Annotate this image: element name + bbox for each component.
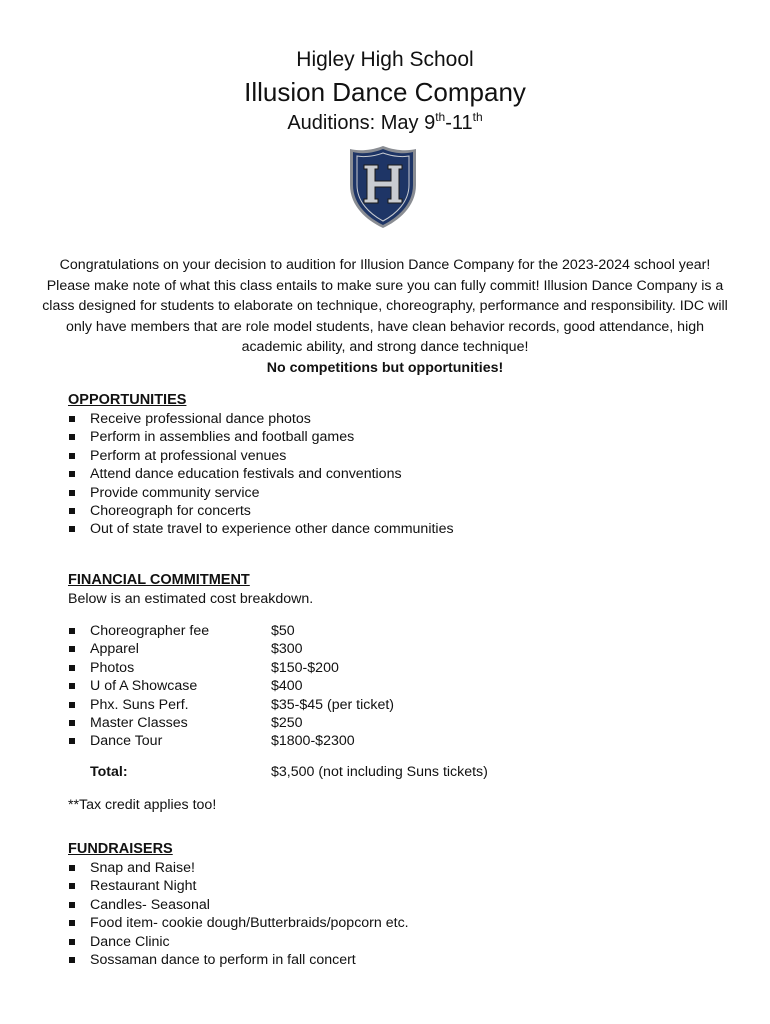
cost-list: [68, 622, 728, 751]
cost-item-name: Photos: [90, 659, 135, 676]
financial-heading: FINANCIAL COMMITMENT: [68, 572, 250, 588]
list-item: Snap and Raise!: [68, 859, 728, 877]
cost-item-value: $1800-$2300: [271, 733, 355, 750]
total-label: Total:: [90, 763, 128, 780]
intro-text: Congratulations on your decision to audition for Illusion Dance Company for the 2023-2024 school year! Please make note of what this class entails to make sure you can fully commit! Illusion Dance Company is a class designed for students to elaborate on technique, choreography, performance and responsibility. IDC will only have members that are role model students, have clean behavior records, good attendance, high academic ability, and strong dance technique!: [42, 257, 728, 355]
opportunities-section: [68, 391, 728, 539]
total-value: $3,500 (not including Suns tickets): [271, 763, 488, 780]
auditions-prefix: Auditions: May 9: [287, 112, 436, 134]
cost-item-name: Phx. Suns Perf.: [90, 696, 189, 713]
auditions-dates: [0, 112, 770, 135]
cost-item-name: Dance Tour: [90, 733, 163, 750]
list-item: Receive professional dance photos: [68, 410, 728, 428]
cost-row: [68, 677, 728, 695]
cost-item-name: U of A Showcase: [90, 678, 198, 695]
list-item: Dance Clinic: [68, 933, 728, 951]
list-item: Candles- Seasonal: [68, 896, 728, 914]
cost-row: [68, 696, 728, 714]
intro-bold-tagline: No competitions but opportunities!: [266, 359, 504, 376]
cost-item-name: Choreographer fee: [90, 623, 210, 639]
cost-row: [68, 640, 728, 658]
school-crest-logo: [348, 145, 418, 229]
list-item: Food item- cookie dough/Butterbraids/popcorn etc.: [68, 914, 728, 932]
cost-row: [68, 659, 728, 677]
cost-item-value: $35-$45 (per ticket): [271, 696, 395, 713]
total-row: [68, 763, 728, 782]
opportunities-heading: OPPORTUNITIES: [68, 392, 187, 408]
opportunities-list: [68, 410, 728, 539]
list-item: Attend dance education festivals and conventions: [68, 465, 728, 483]
financial-subtitle: Below is an estimated cost breakdown.: [68, 591, 314, 607]
cost-item-value: $250: [271, 715, 303, 732]
cost-item-value: $150-$200: [271, 659, 339, 676]
intro-paragraph: [40, 255, 730, 378]
list-item: Provide community service: [68, 484, 728, 502]
auditions-sup-1: th: [435, 110, 446, 124]
list-item: Choreograph for concerts: [68, 502, 728, 520]
cost-item-name: Master Classes: [90, 715, 188, 732]
tax-credit-note: **Tax credit applies too!: [68, 796, 217, 813]
list-item: Sossaman dance to perform in fall concert: [68, 951, 728, 969]
cost-row: [68, 714, 728, 732]
auditions-mid: -11: [445, 112, 473, 134]
fundraisers-heading: FUNDRAISERS: [68, 841, 173, 857]
list-item: Perform at professional venues: [68, 447, 728, 465]
cost-row: [68, 622, 728, 640]
fundraisers-list: [68, 859, 728, 969]
list-item: Perform in assemblies and football games: [68, 428, 728, 446]
list-item: Restaurant Night: [68, 877, 728, 895]
cost-item-name: Apparel: [90, 641, 139, 658]
financial-section: [68, 571, 728, 815]
list-item: Out of state travel to experience other dance communities: [68, 520, 728, 538]
company-title: Illusion Dance Company: [244, 77, 526, 107]
cost-item-value: $400: [271, 678, 303, 695]
cost-item-value: $300: [271, 641, 303, 658]
cost-row: [68, 732, 728, 750]
auditions-sup-2: th: [472, 110, 483, 124]
cost-item-value: $50: [271, 623, 295, 639]
school-name: Higley High School: [296, 48, 474, 71]
fundraisers-section: [68, 840, 728, 969]
